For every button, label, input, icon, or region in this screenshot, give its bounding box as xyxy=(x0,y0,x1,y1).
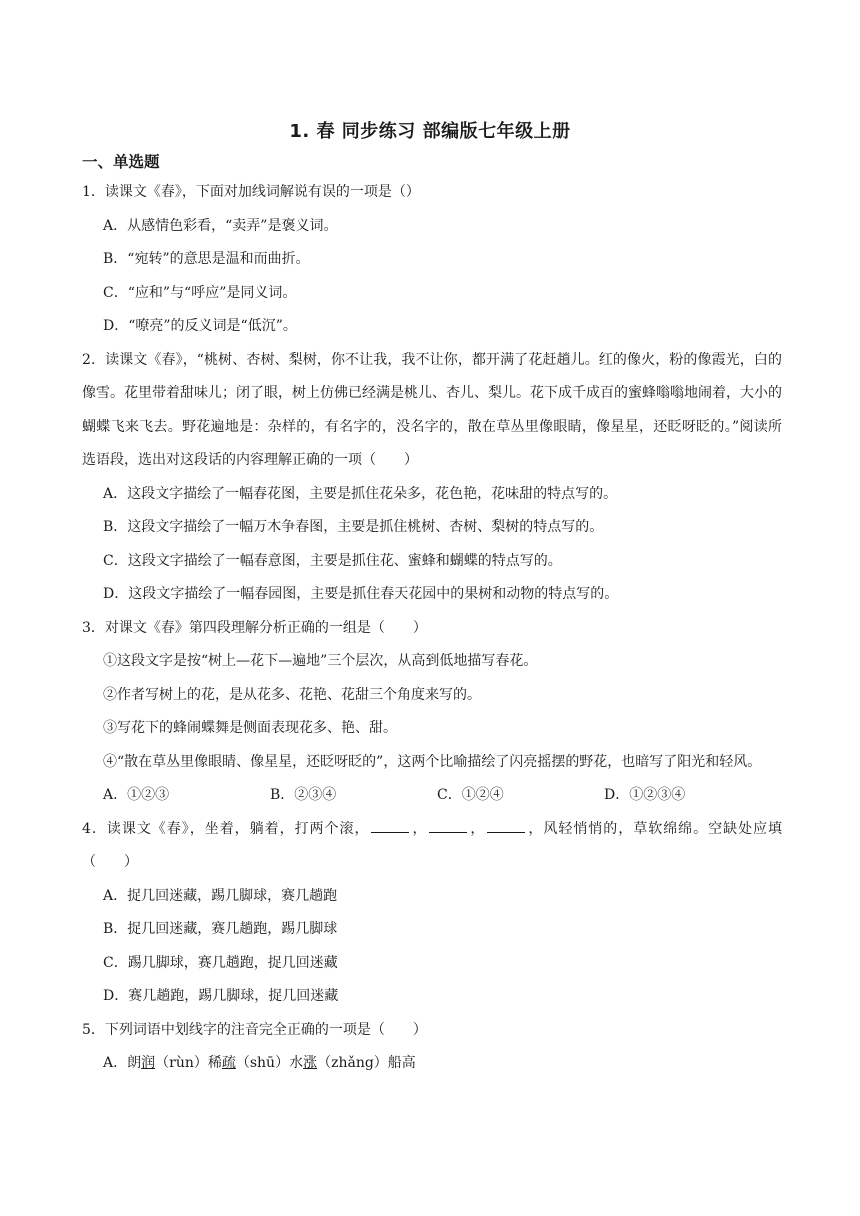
option-a xyxy=(103,210,782,244)
option-label: A． xyxy=(103,787,128,803)
word-text: 稀 xyxy=(207,1055,222,1071)
option-b xyxy=(103,913,782,947)
section-heading: 一、单选题 xyxy=(82,153,160,171)
option-label: C． xyxy=(103,552,128,569)
option-text: 踢几脚球，赛几趟跑，捉几回迷藏 xyxy=(127,954,338,971)
question-1 xyxy=(82,176,782,344)
separator: ， xyxy=(411,820,428,837)
option-label: C． xyxy=(103,284,128,301)
option-d xyxy=(103,310,782,344)
option-text: 赛几趟跑，踢几脚球，捉几回迷藏 xyxy=(128,988,339,1004)
option-label: B． xyxy=(103,519,128,535)
question-text: 读课文《春》，坐着，躺着，打两个滚， xyxy=(106,820,370,837)
option-text: ①②③ xyxy=(127,787,170,803)
option-text: ①②③④ xyxy=(629,787,686,803)
word-text: 船高 xyxy=(387,1055,416,1071)
underlined-char: 疏 xyxy=(221,1055,236,1071)
question-2 xyxy=(82,344,782,612)
statement-3: ③写花下的蜂闹蝶舞是侧面表现花多、艳、甜。 xyxy=(103,720,397,736)
option-d xyxy=(103,980,782,1014)
option-text: 这段文字描绘了一幅春花图，主要是抓住花朵多，花色艳，花味甜的特点写的。 xyxy=(127,485,618,502)
option-text: 从感情色彩看，“卖弄”是褒义词。 xyxy=(127,217,338,234)
option-c xyxy=(103,545,782,579)
option-text: 这段文字描绘了一幅春园图，主要是抓住春天花园中的果树和动物的特点写的。 xyxy=(128,586,619,602)
question-text: ，风轻悄悄的，草软绵绵。空缺处应填（ ） xyxy=(82,820,783,870)
option-text: “宛转”的意思是温和而曲折。 xyxy=(127,251,310,267)
option-text: “嘹亮”的反义词是“低沉”。 xyxy=(128,318,297,334)
word-3 xyxy=(289,1055,416,1071)
question-number: 1． xyxy=(82,184,105,200)
word-text: 朗 xyxy=(127,1055,142,1071)
underlined-char: 涨 xyxy=(303,1055,318,1071)
option-label: D． xyxy=(604,787,630,803)
question-number: 4． xyxy=(82,820,107,837)
pinyin: （rùn） xyxy=(155,1055,208,1071)
option-a xyxy=(103,779,270,813)
option-label: A． xyxy=(103,217,128,234)
option-text: 这段文字描绘了一幅万木争春图，主要是抓住桃树、杏树、梨树的特点写的。 xyxy=(127,519,604,535)
answer-blank[interactable] xyxy=(429,818,467,833)
option-text: ②③④ xyxy=(294,787,337,803)
word-2 xyxy=(208,1055,289,1071)
option-text: ①②④ xyxy=(461,787,504,803)
option-b xyxy=(103,243,782,277)
option-label: A． xyxy=(103,1055,128,1071)
question-stem xyxy=(82,176,782,210)
pinyin: （shū） xyxy=(235,1055,290,1071)
separator: ， xyxy=(469,820,486,837)
answer-blank[interactable] xyxy=(371,818,409,833)
option-text: 捉几回迷藏，踢几脚球，赛几趟跑 xyxy=(127,887,338,904)
question-stem xyxy=(82,612,782,646)
page-title: 1. 春 同步练习 部编版七年级上册 xyxy=(289,121,571,142)
option-text: 这段文字描绘了一幅春意图，主要是抓住花、蜜蜂和蝴蝶的特点写的。 xyxy=(127,552,562,569)
option-c xyxy=(437,779,604,813)
question-text: 读课文《春》，下面对加线词解说有误的一项是（） xyxy=(104,184,420,200)
question-number: 2． xyxy=(82,351,106,368)
question-5 xyxy=(82,1014,782,1081)
option-d xyxy=(103,578,782,612)
option-c xyxy=(103,947,782,981)
question-stem xyxy=(82,1014,782,1048)
question-list xyxy=(82,176,782,1081)
question-number: 5． xyxy=(82,1021,105,1038)
question-stem xyxy=(82,813,782,880)
option-label: D． xyxy=(103,318,129,334)
question-text: 对课文《春》第四段理解分析正确的一组是（ ） xyxy=(104,619,427,636)
option-label: D． xyxy=(103,988,129,1004)
option-b xyxy=(103,511,782,545)
question-3 xyxy=(82,612,782,813)
option-label: B． xyxy=(103,251,128,267)
word-text: 水 xyxy=(289,1055,304,1071)
option-a xyxy=(103,1047,782,1081)
underlined-char: 润 xyxy=(141,1055,156,1071)
option-label: D． xyxy=(103,586,129,602)
question-text: 读课文《春》，“桃树、杏树、梨树，你不让我，我不让你，都开满了花赶趟儿。红的像火，粉的像霞光，白的像雪。花里带着甜味儿；闭了眼，树上仿佛已经满是桃儿、杏儿、梨儿。花下成千成百的蜜蜂嗡嗡地闹着，大小的蝴蝶飞来飞去。野花遍地是：杂样的，有名字的，没名字的，散在草丛里像眼睛，像星星，还眨呀眨的。”阅读所选语段，选出对这段话的内容理解正确的一项（ ） xyxy=(82,351,782,468)
option-a xyxy=(103,880,782,914)
statement-4: ④“散在草丛里像眼睛、像星星，还眨呀眨的”，这两个比喻描绘了闪亮摇摆的野花，也暗写了阳光和轻风。 xyxy=(103,753,762,770)
option-text: 捉几回迷藏，赛几趟跑，踢几脚球 xyxy=(127,921,338,937)
option-b xyxy=(270,779,437,813)
question-text: 下列词语中划线字的注音完全正确的一项是（ ） xyxy=(104,1021,427,1038)
word-1 xyxy=(103,1055,208,1071)
option-d xyxy=(604,779,771,813)
statement-1: ①这段文字是按“树上—花下—遍地”三个层次，从高到低地描写春花。 xyxy=(103,653,538,669)
option-label: A． xyxy=(103,485,128,502)
option-label: C． xyxy=(103,954,128,971)
answer-blank[interactable] xyxy=(487,818,525,833)
question-4 xyxy=(82,813,782,1014)
option-c xyxy=(103,277,782,311)
statement-2: ②作者写树上的花，是从花多、花艳、花甜三个角度来写的。 xyxy=(103,686,481,703)
pinyin: （zhǎng） xyxy=(317,1055,388,1071)
option-row xyxy=(103,779,782,813)
option-label: A． xyxy=(103,887,128,904)
option-text: “应和”与“呼应”是同义词。 xyxy=(127,284,297,301)
option-label: C． xyxy=(437,787,462,803)
option-label: B． xyxy=(270,787,295,803)
question-number: 3． xyxy=(82,619,105,636)
question-stem xyxy=(82,344,782,478)
option-label: B． xyxy=(103,921,128,937)
option-a xyxy=(103,478,782,512)
